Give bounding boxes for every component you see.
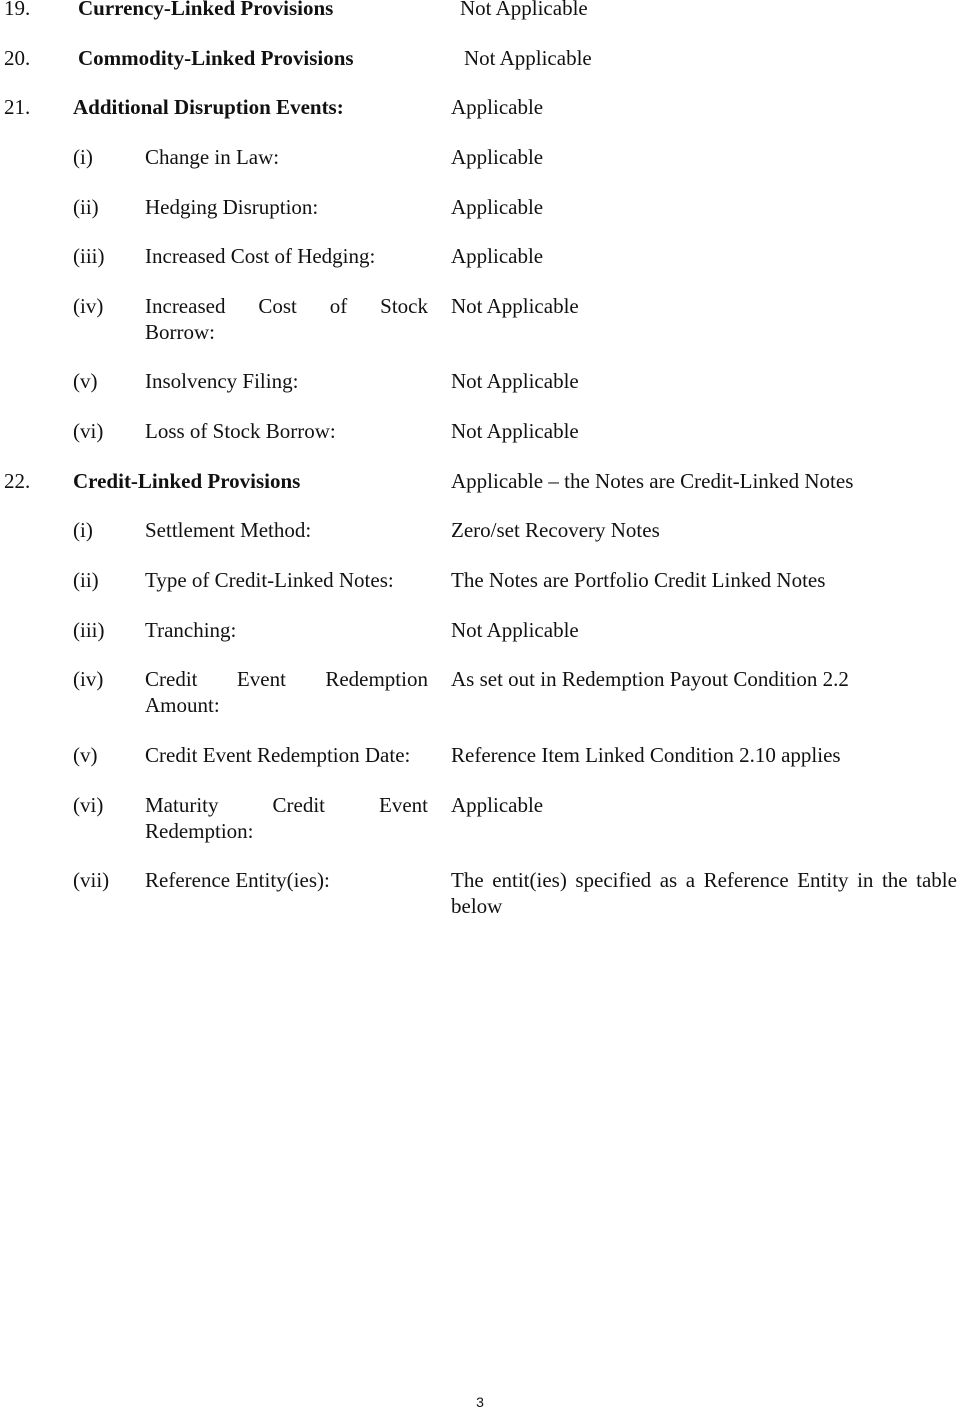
item-label-line-1: Increased Cost of Stock bbox=[145, 294, 428, 318]
item-label: Settlement Method: bbox=[145, 518, 312, 542]
item-label: Hedging Disruption: bbox=[145, 195, 319, 219]
item-label bbox=[145, 792, 428, 844]
section-number: 22. bbox=[4, 469, 31, 493]
section-title: Additional Disruption Events: bbox=[73, 95, 344, 119]
item-number: (iii) bbox=[73, 618, 105, 642]
item-label: Reference Entity(ies): bbox=[145, 868, 330, 892]
item-value-line-2: below bbox=[451, 894, 503, 918]
item-label: Tranching: bbox=[145, 618, 237, 642]
section-value: Not Applicable bbox=[464, 46, 592, 70]
item-label-line-2: Borrow: bbox=[145, 320, 215, 344]
item-value: Applicable bbox=[451, 145, 544, 169]
item-number: (i) bbox=[73, 145, 93, 169]
item-label: Change in Law: bbox=[145, 145, 280, 169]
item-number: (vii) bbox=[73, 868, 110, 892]
section-value: Applicable – the Notes are Credit-Linked Notes bbox=[451, 469, 854, 493]
section-number: 21. bbox=[4, 95, 31, 119]
item-label: Increased Cost of Hedging: bbox=[145, 244, 376, 268]
item-label: Credit Event Redemption Date: bbox=[145, 743, 411, 767]
item-label: Type of Credit-Linked Notes: bbox=[145, 568, 394, 592]
item-value: The Notes are Portfolio Credit Linked Notes bbox=[451, 568, 826, 592]
section-value: Not Applicable bbox=[460, 0, 588, 20]
item-value: Applicable bbox=[451, 195, 544, 219]
page-number: 3 bbox=[476, 1394, 484, 1410]
section-value: Applicable bbox=[451, 95, 544, 119]
item-number: (v) bbox=[73, 369, 98, 393]
section-number: 20. bbox=[4, 46, 31, 70]
item-label-line-2: Amount: bbox=[145, 693, 220, 717]
item-value: Applicable bbox=[451, 793, 544, 817]
section-title: Currency-Linked Provisions bbox=[78, 0, 334, 20]
item-label-line-1: Credit Event Redemption bbox=[145, 667, 428, 691]
item-value-line-1: The entit(ies) specified as a Reference Entity in the table bbox=[451, 868, 957, 892]
item-value: Applicable bbox=[451, 244, 544, 268]
item-value: Zero/set Recovery Notes bbox=[451, 518, 660, 542]
item-label-line-1: Maturity Credit Event bbox=[145, 793, 428, 817]
item-label: Insolvency Filing: bbox=[145, 369, 299, 393]
item-value: Not Applicable bbox=[451, 369, 579, 393]
item-number: (i) bbox=[73, 518, 93, 542]
section-number: 19. bbox=[4, 0, 31, 20]
item-label bbox=[145, 666, 428, 718]
item-label-line-2: Redemption: bbox=[145, 819, 254, 843]
item-number: (ii) bbox=[73, 195, 99, 219]
item-label: Loss of Stock Borrow: bbox=[145, 419, 336, 443]
item-number: (ii) bbox=[73, 568, 99, 592]
item-value: Not Applicable bbox=[451, 294, 579, 318]
item-number: (v) bbox=[73, 743, 98, 767]
item-value: Not Applicable bbox=[451, 419, 579, 443]
item-number: (iv) bbox=[73, 294, 104, 318]
item-number: (vi) bbox=[73, 419, 104, 443]
item-value: Not Applicable bbox=[451, 618, 579, 642]
section-title: Credit-Linked Provisions bbox=[73, 469, 301, 493]
item-number: (iv) bbox=[73, 667, 104, 691]
item-value: As set out in Redemption Payout Condition 2.2 bbox=[451, 667, 849, 691]
section-title: Commodity-Linked Provisions bbox=[78, 46, 354, 70]
item-number: (vi) bbox=[73, 793, 104, 817]
item-value bbox=[451, 867, 957, 919]
item-value: Reference Item Linked Condition 2.10 applies bbox=[451, 743, 841, 767]
item-label bbox=[145, 293, 428, 345]
item-number: (iii) bbox=[73, 244, 105, 268]
